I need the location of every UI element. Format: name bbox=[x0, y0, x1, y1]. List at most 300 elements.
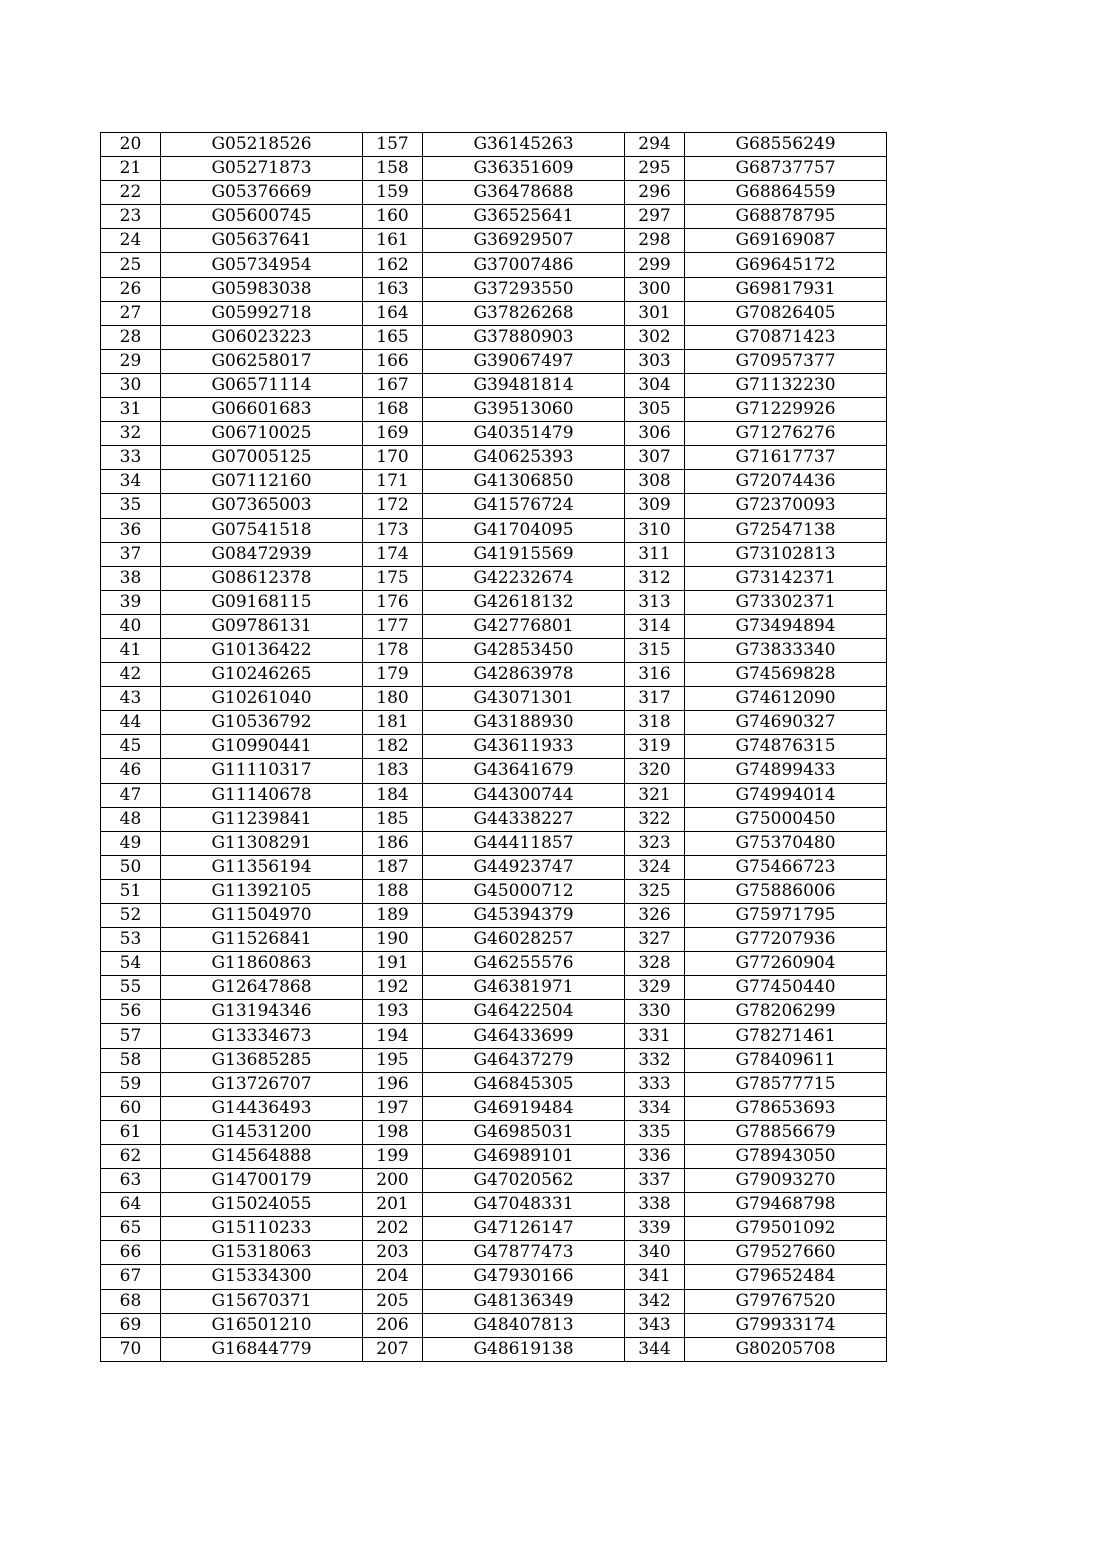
id-code-cell: G05637641 bbox=[161, 229, 363, 253]
id-code-cell: G07005125 bbox=[161, 446, 363, 470]
seq-number-cell: 41 bbox=[101, 638, 161, 662]
seq-number-cell: 56 bbox=[101, 1000, 161, 1024]
table-row bbox=[101, 1000, 887, 1024]
seq-number-cell: 326 bbox=[625, 904, 685, 928]
seq-number-cell: 198 bbox=[363, 1120, 423, 1144]
id-code-cell: G37826268 bbox=[423, 301, 625, 325]
seq-number-cell: 307 bbox=[625, 446, 685, 470]
seq-number-cell: 329 bbox=[625, 976, 685, 1000]
seq-number-cell: 314 bbox=[625, 614, 685, 638]
id-code-cell: G47048331 bbox=[423, 1193, 625, 1217]
seq-number-cell: 66 bbox=[101, 1241, 161, 1265]
id-code-cell: G39513060 bbox=[423, 398, 625, 422]
id-code-cell: G14531200 bbox=[161, 1120, 363, 1144]
id-code-cell: G43071301 bbox=[423, 687, 625, 711]
id-code-cell: G71229926 bbox=[685, 398, 887, 422]
seq-number-cell: 319 bbox=[625, 735, 685, 759]
seq-number-cell: 62 bbox=[101, 1144, 161, 1168]
id-code-cell: G40351479 bbox=[423, 422, 625, 446]
id-code-cell: G72370093 bbox=[685, 494, 887, 518]
id-code-cell: G78409611 bbox=[685, 1048, 887, 1072]
id-code-cell: G47126147 bbox=[423, 1217, 625, 1241]
table-row bbox=[101, 446, 887, 470]
seq-number-cell: 179 bbox=[363, 663, 423, 687]
table-row bbox=[101, 855, 887, 879]
seq-number-cell: 201 bbox=[363, 1193, 423, 1217]
seq-number-cell: 64 bbox=[101, 1193, 161, 1217]
id-code-cell: G13334673 bbox=[161, 1024, 363, 1048]
id-code-cell: G37880903 bbox=[423, 325, 625, 349]
table-row bbox=[101, 566, 887, 590]
id-code-cell: G79093270 bbox=[685, 1169, 887, 1193]
table-row bbox=[101, 1144, 887, 1168]
seq-number-cell: 59 bbox=[101, 1072, 161, 1096]
seq-number-cell: 335 bbox=[625, 1120, 685, 1144]
id-code-cell: G42853450 bbox=[423, 638, 625, 662]
id-code-cell: G36929507 bbox=[423, 229, 625, 253]
id-code-cell: G08612378 bbox=[161, 566, 363, 590]
id-code-cell: G06710025 bbox=[161, 422, 363, 446]
id-code-cell: G07365003 bbox=[161, 494, 363, 518]
seq-number-cell: 48 bbox=[101, 807, 161, 831]
seq-number-cell: 54 bbox=[101, 952, 161, 976]
seq-number-cell: 38 bbox=[101, 566, 161, 590]
table-row bbox=[101, 1241, 887, 1265]
id-code-cell: G74569828 bbox=[685, 663, 887, 687]
seq-number-cell: 341 bbox=[625, 1265, 685, 1289]
seq-number-cell: 337 bbox=[625, 1169, 685, 1193]
seq-number-cell: 188 bbox=[363, 879, 423, 903]
seq-number-cell: 303 bbox=[625, 349, 685, 373]
seq-number-cell: 52 bbox=[101, 904, 161, 928]
seq-number-cell: 186 bbox=[363, 831, 423, 855]
seq-number-cell: 37 bbox=[101, 542, 161, 566]
id-code-cell: G74876315 bbox=[685, 735, 887, 759]
seq-number-cell: 182 bbox=[363, 735, 423, 759]
id-roster-table bbox=[100, 132, 887, 1362]
seq-number-cell: 27 bbox=[101, 301, 161, 325]
id-code-cell: G13194346 bbox=[161, 1000, 363, 1024]
seq-number-cell: 203 bbox=[363, 1241, 423, 1265]
seq-number-cell: 197 bbox=[363, 1096, 423, 1120]
id-code-cell: G46028257 bbox=[423, 928, 625, 952]
id-code-cell: G48136349 bbox=[423, 1289, 625, 1313]
id-code-cell: G48619138 bbox=[423, 1337, 625, 1361]
table-row bbox=[101, 1217, 887, 1241]
seq-number-cell: 301 bbox=[625, 301, 685, 325]
id-code-cell: G11308291 bbox=[161, 831, 363, 855]
seq-number-cell: 44 bbox=[101, 711, 161, 735]
seq-number-cell: 297 bbox=[625, 205, 685, 229]
seq-number-cell: 308 bbox=[625, 470, 685, 494]
id-code-cell: G05992718 bbox=[161, 301, 363, 325]
seq-number-cell: 199 bbox=[363, 1144, 423, 1168]
id-code-cell: G36145263 bbox=[423, 133, 625, 157]
id-code-cell: G47020562 bbox=[423, 1169, 625, 1193]
seq-number-cell: 167 bbox=[363, 373, 423, 397]
table-row bbox=[101, 1265, 887, 1289]
id-code-cell: G11860863 bbox=[161, 952, 363, 976]
seq-number-cell: 34 bbox=[101, 470, 161, 494]
id-code-cell: G11392105 bbox=[161, 879, 363, 903]
table-row bbox=[101, 1096, 887, 1120]
id-code-cell: G73142371 bbox=[685, 566, 887, 590]
seq-number-cell: 193 bbox=[363, 1000, 423, 1024]
seq-number-cell: 53 bbox=[101, 928, 161, 952]
seq-number-cell: 40 bbox=[101, 614, 161, 638]
seq-number-cell: 320 bbox=[625, 759, 685, 783]
seq-number-cell: 322 bbox=[625, 807, 685, 831]
id-code-cell: G10246265 bbox=[161, 663, 363, 687]
id-code-cell: G68737757 bbox=[685, 157, 887, 181]
id-code-cell: G05376669 bbox=[161, 181, 363, 205]
seq-number-cell: 166 bbox=[363, 349, 423, 373]
id-code-cell: G46845305 bbox=[423, 1072, 625, 1096]
id-code-cell: G71132230 bbox=[685, 373, 887, 397]
id-code-cell: G42776801 bbox=[423, 614, 625, 638]
seq-number-cell: 50 bbox=[101, 855, 161, 879]
id-code-cell: G79933174 bbox=[685, 1313, 887, 1337]
id-code-cell: G13685285 bbox=[161, 1048, 363, 1072]
seq-number-cell: 302 bbox=[625, 325, 685, 349]
seq-number-cell: 33 bbox=[101, 446, 161, 470]
seq-number-cell: 316 bbox=[625, 663, 685, 687]
id-code-cell: G75886006 bbox=[685, 879, 887, 903]
table-row bbox=[101, 422, 887, 446]
seq-number-cell: 31 bbox=[101, 398, 161, 422]
id-code-cell: G68878795 bbox=[685, 205, 887, 229]
id-code-cell: G36525641 bbox=[423, 205, 625, 229]
id-code-cell: G15024055 bbox=[161, 1193, 363, 1217]
id-code-cell: G11239841 bbox=[161, 807, 363, 831]
id-code-cell: G14436493 bbox=[161, 1096, 363, 1120]
seq-number-cell: 25 bbox=[101, 253, 161, 277]
seq-number-cell: 28 bbox=[101, 325, 161, 349]
table-row bbox=[101, 542, 887, 566]
id-code-cell: G06571114 bbox=[161, 373, 363, 397]
seq-number-cell: 67 bbox=[101, 1265, 161, 1289]
seq-number-cell: 195 bbox=[363, 1048, 423, 1072]
table-row bbox=[101, 1024, 887, 1048]
id-code-cell: G79527660 bbox=[685, 1241, 887, 1265]
seq-number-cell: 323 bbox=[625, 831, 685, 855]
id-code-cell: G37293550 bbox=[423, 277, 625, 301]
id-code-cell: G15110233 bbox=[161, 1217, 363, 1241]
id-code-cell: G72547138 bbox=[685, 518, 887, 542]
id-code-cell: G05271873 bbox=[161, 157, 363, 181]
id-code-cell: G68864559 bbox=[685, 181, 887, 205]
seq-number-cell: 312 bbox=[625, 566, 685, 590]
seq-number-cell: 296 bbox=[625, 181, 685, 205]
seq-number-cell: 313 bbox=[625, 590, 685, 614]
seq-number-cell: 65 bbox=[101, 1217, 161, 1241]
table-row bbox=[101, 518, 887, 542]
seq-number-cell: 298 bbox=[625, 229, 685, 253]
id-code-cell: G79767520 bbox=[685, 1289, 887, 1313]
seq-number-cell: 305 bbox=[625, 398, 685, 422]
seq-number-cell: 163 bbox=[363, 277, 423, 301]
id-code-cell: G05983038 bbox=[161, 277, 363, 301]
id-code-cell: G16501210 bbox=[161, 1313, 363, 1337]
seq-number-cell: 168 bbox=[363, 398, 423, 422]
seq-number-cell: 160 bbox=[363, 205, 423, 229]
id-code-cell: G36351609 bbox=[423, 157, 625, 181]
id-code-cell: G78943050 bbox=[685, 1144, 887, 1168]
id-code-cell: G43188930 bbox=[423, 711, 625, 735]
seq-number-cell: 47 bbox=[101, 783, 161, 807]
seq-number-cell: 200 bbox=[363, 1169, 423, 1193]
seq-number-cell: 185 bbox=[363, 807, 423, 831]
id-code-cell: G73102813 bbox=[685, 542, 887, 566]
table-row bbox=[101, 181, 887, 205]
seq-number-cell: 68 bbox=[101, 1289, 161, 1313]
id-code-cell: G11356194 bbox=[161, 855, 363, 879]
id-code-cell: G43611933 bbox=[423, 735, 625, 759]
table-row bbox=[101, 831, 887, 855]
id-code-cell: G79652484 bbox=[685, 1265, 887, 1289]
id-code-cell: G73302371 bbox=[685, 590, 887, 614]
seq-number-cell: 63 bbox=[101, 1169, 161, 1193]
seq-number-cell: 20 bbox=[101, 133, 161, 157]
seq-number-cell: 189 bbox=[363, 904, 423, 928]
id-code-cell: G75370480 bbox=[685, 831, 887, 855]
seq-number-cell: 202 bbox=[363, 1217, 423, 1241]
id-code-cell: G43641679 bbox=[423, 759, 625, 783]
table-row bbox=[101, 904, 887, 928]
table-row bbox=[101, 133, 887, 157]
seq-number-cell: 196 bbox=[363, 1072, 423, 1096]
id-code-cell: G46985031 bbox=[423, 1120, 625, 1144]
seq-number-cell: 207 bbox=[363, 1337, 423, 1361]
seq-number-cell: 299 bbox=[625, 253, 685, 277]
seq-number-cell: 327 bbox=[625, 928, 685, 952]
table-row bbox=[101, 398, 887, 422]
id-code-cell: G12647868 bbox=[161, 976, 363, 1000]
id-code-cell: G13726707 bbox=[161, 1072, 363, 1096]
seq-number-cell: 58 bbox=[101, 1048, 161, 1072]
seq-number-cell: 29 bbox=[101, 349, 161, 373]
seq-number-cell: 205 bbox=[363, 1289, 423, 1313]
seq-number-cell: 304 bbox=[625, 373, 685, 397]
id-code-cell: G74899433 bbox=[685, 759, 887, 783]
seq-number-cell: 321 bbox=[625, 783, 685, 807]
id-code-cell: G16844779 bbox=[161, 1337, 363, 1361]
table-row bbox=[101, 807, 887, 831]
table-row bbox=[101, 229, 887, 253]
id-code-cell: G15334300 bbox=[161, 1265, 363, 1289]
seq-number-cell: 300 bbox=[625, 277, 685, 301]
id-code-cell: G10536792 bbox=[161, 711, 363, 735]
table-row bbox=[101, 783, 887, 807]
table-row bbox=[101, 711, 887, 735]
id-code-cell: G46989101 bbox=[423, 1144, 625, 1168]
table-row bbox=[101, 470, 887, 494]
seq-number-cell: 191 bbox=[363, 952, 423, 976]
seq-number-cell: 164 bbox=[363, 301, 423, 325]
seq-number-cell: 158 bbox=[363, 157, 423, 181]
seq-number-cell: 26 bbox=[101, 277, 161, 301]
table-row bbox=[101, 1289, 887, 1313]
seq-number-cell: 157 bbox=[363, 133, 423, 157]
table-row bbox=[101, 373, 887, 397]
table-row bbox=[101, 1048, 887, 1072]
seq-number-cell: 334 bbox=[625, 1096, 685, 1120]
id-code-cell: G75971795 bbox=[685, 904, 887, 928]
seq-number-cell: 21 bbox=[101, 157, 161, 181]
id-code-cell: G46255576 bbox=[423, 952, 625, 976]
id-code-cell: G78271461 bbox=[685, 1024, 887, 1048]
seq-number-cell: 324 bbox=[625, 855, 685, 879]
seq-number-cell: 172 bbox=[363, 494, 423, 518]
table-row bbox=[101, 1169, 887, 1193]
seq-number-cell: 325 bbox=[625, 879, 685, 903]
id-code-cell: G71276276 bbox=[685, 422, 887, 446]
id-code-cell: G06023223 bbox=[161, 325, 363, 349]
id-code-cell: G46381971 bbox=[423, 976, 625, 1000]
seq-number-cell: 49 bbox=[101, 831, 161, 855]
seq-number-cell: 187 bbox=[363, 855, 423, 879]
id-code-cell: G47930166 bbox=[423, 1265, 625, 1289]
seq-number-cell: 342 bbox=[625, 1289, 685, 1313]
id-code-cell: G79501092 bbox=[685, 1217, 887, 1241]
table-row bbox=[101, 1313, 887, 1337]
seq-number-cell: 36 bbox=[101, 518, 161, 542]
seq-number-cell: 69 bbox=[101, 1313, 161, 1337]
id-code-cell: G14564888 bbox=[161, 1144, 363, 1168]
table-row bbox=[101, 253, 887, 277]
seq-number-cell: 171 bbox=[363, 470, 423, 494]
id-code-cell: G14700179 bbox=[161, 1169, 363, 1193]
seq-number-cell: 183 bbox=[363, 759, 423, 783]
seq-number-cell: 294 bbox=[625, 133, 685, 157]
id-code-cell: G42863978 bbox=[423, 663, 625, 687]
seq-number-cell: 336 bbox=[625, 1144, 685, 1168]
table-row bbox=[101, 759, 887, 783]
id-code-cell: G05600745 bbox=[161, 205, 363, 229]
id-code-cell: G70957377 bbox=[685, 349, 887, 373]
table-row bbox=[101, 1072, 887, 1096]
id-code-cell: G39481814 bbox=[423, 373, 625, 397]
id-code-cell: G41306850 bbox=[423, 470, 625, 494]
id-code-cell: G44300744 bbox=[423, 783, 625, 807]
seq-number-cell: 295 bbox=[625, 157, 685, 181]
id-code-cell: G44411857 bbox=[423, 831, 625, 855]
id-code-cell: G71617737 bbox=[685, 446, 887, 470]
seq-number-cell: 311 bbox=[625, 542, 685, 566]
id-code-cell: G11526841 bbox=[161, 928, 363, 952]
seq-number-cell: 330 bbox=[625, 1000, 685, 1024]
id-code-cell: G42232674 bbox=[423, 566, 625, 590]
seq-number-cell: 176 bbox=[363, 590, 423, 614]
id-code-cell: G73833340 bbox=[685, 638, 887, 662]
seq-number-cell: 169 bbox=[363, 422, 423, 446]
id-code-cell: G78856679 bbox=[685, 1120, 887, 1144]
seq-number-cell: 43 bbox=[101, 687, 161, 711]
id-code-cell: G69645172 bbox=[685, 253, 887, 277]
table-row bbox=[101, 157, 887, 181]
id-code-cell: G41704095 bbox=[423, 518, 625, 542]
seq-number-cell: 45 bbox=[101, 735, 161, 759]
id-code-cell: G77260904 bbox=[685, 952, 887, 976]
table-row bbox=[101, 928, 887, 952]
id-code-cell: G06601683 bbox=[161, 398, 363, 422]
table-row bbox=[101, 494, 887, 518]
id-code-cell: G78577715 bbox=[685, 1072, 887, 1096]
id-code-cell: G44923747 bbox=[423, 855, 625, 879]
seq-number-cell: 181 bbox=[363, 711, 423, 735]
id-code-cell: G45394379 bbox=[423, 904, 625, 928]
table-row bbox=[101, 952, 887, 976]
id-code-cell: G78653693 bbox=[685, 1096, 887, 1120]
table-row bbox=[101, 976, 887, 1000]
table-row bbox=[101, 349, 887, 373]
id-code-cell: G74612090 bbox=[685, 687, 887, 711]
table-row bbox=[101, 277, 887, 301]
id-code-cell: G47877473 bbox=[423, 1241, 625, 1265]
seq-number-cell: 61 bbox=[101, 1120, 161, 1144]
table-row bbox=[101, 879, 887, 903]
id-code-cell: G11140678 bbox=[161, 783, 363, 807]
seq-number-cell: 30 bbox=[101, 373, 161, 397]
id-code-cell: G69817931 bbox=[685, 277, 887, 301]
seq-number-cell: 184 bbox=[363, 783, 423, 807]
seq-number-cell: 35 bbox=[101, 494, 161, 518]
seq-number-cell: 159 bbox=[363, 181, 423, 205]
seq-number-cell: 331 bbox=[625, 1024, 685, 1048]
seq-number-cell: 309 bbox=[625, 494, 685, 518]
seq-number-cell: 162 bbox=[363, 253, 423, 277]
seq-number-cell: 165 bbox=[363, 325, 423, 349]
id-code-cell: G39067497 bbox=[423, 349, 625, 373]
id-code-cell: G75000450 bbox=[685, 807, 887, 831]
id-code-cell: G08472939 bbox=[161, 542, 363, 566]
id-code-cell: G46919484 bbox=[423, 1096, 625, 1120]
id-code-cell: G06258017 bbox=[161, 349, 363, 373]
seq-number-cell: 24 bbox=[101, 229, 161, 253]
id-code-cell: G69169087 bbox=[685, 229, 887, 253]
seq-number-cell: 70 bbox=[101, 1337, 161, 1361]
id-code-cell: G37007486 bbox=[423, 253, 625, 277]
id-code-cell: G11110317 bbox=[161, 759, 363, 783]
seq-number-cell: 60 bbox=[101, 1096, 161, 1120]
id-code-cell: G40625393 bbox=[423, 446, 625, 470]
seq-number-cell: 42 bbox=[101, 663, 161, 687]
id-code-cell: G15318063 bbox=[161, 1241, 363, 1265]
table-row bbox=[101, 590, 887, 614]
id-code-cell: G74690327 bbox=[685, 711, 887, 735]
id-code-cell: G36478688 bbox=[423, 181, 625, 205]
table-row bbox=[101, 614, 887, 638]
id-code-cell: G09786131 bbox=[161, 614, 363, 638]
seq-number-cell: 318 bbox=[625, 711, 685, 735]
seq-number-cell: 57 bbox=[101, 1024, 161, 1048]
seq-number-cell: 22 bbox=[101, 181, 161, 205]
id-code-cell: G70826405 bbox=[685, 301, 887, 325]
roster-table-body bbox=[101, 133, 887, 1362]
seq-number-cell: 310 bbox=[625, 518, 685, 542]
seq-number-cell: 51 bbox=[101, 879, 161, 903]
seq-number-cell: 343 bbox=[625, 1313, 685, 1337]
seq-number-cell: 32 bbox=[101, 422, 161, 446]
table-row bbox=[101, 663, 887, 687]
id-code-cell: G46437279 bbox=[423, 1048, 625, 1072]
id-code-cell: G46422504 bbox=[423, 1000, 625, 1024]
table-row bbox=[101, 301, 887, 325]
id-code-cell: G42618132 bbox=[423, 590, 625, 614]
table-row bbox=[101, 205, 887, 229]
id-code-cell: G45000712 bbox=[423, 879, 625, 903]
seq-number-cell: 178 bbox=[363, 638, 423, 662]
